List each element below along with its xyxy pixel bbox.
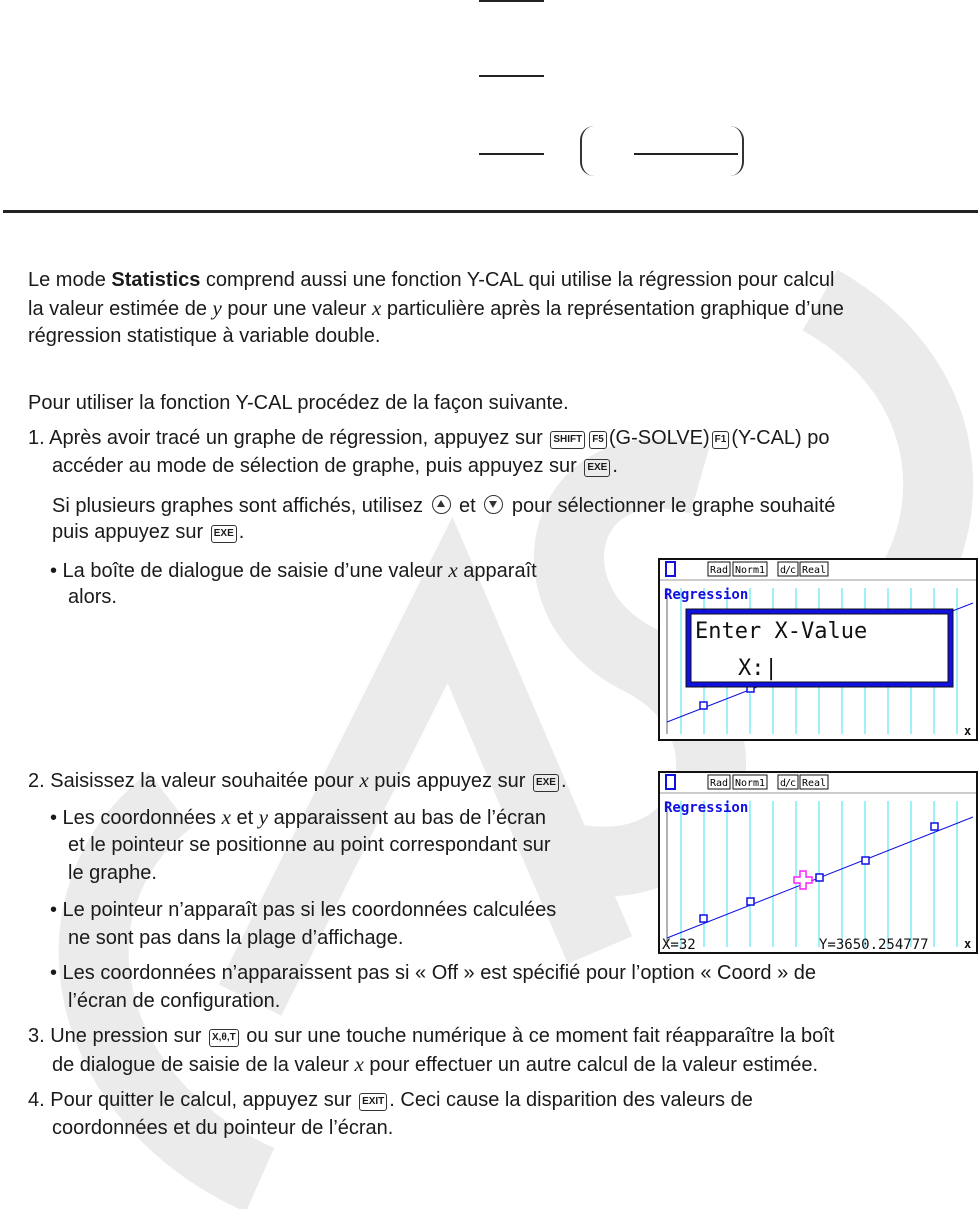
x-input[interactable]: X:| xyxy=(738,656,778,681)
paragraph-line: régression statistique à variable double. xyxy=(28,325,381,347)
step-2-bullet: • Le pointeur n’apparaît pas si les coordonnées calculées xyxy=(50,899,557,921)
exe-key-icon: EXE xyxy=(211,525,237,543)
calculator-screen-result xyxy=(658,771,978,954)
step-1-bullet: • La boîte de dialogue de saisie d’une valeur x apparaît xyxy=(50,558,537,582)
up-arrow-key-icon xyxy=(432,495,451,514)
svg-text:Enter X-Value: Enter X-Value xyxy=(695,619,868,644)
status-indicator: Norm1 xyxy=(735,778,765,789)
data-point xyxy=(747,898,754,905)
exit-key-icon: EXIT xyxy=(359,1093,387,1111)
step-4: 4. Pour quitter le calcul, appuyez sur EXIT . Ceci cause la disparition des valeurs de xyxy=(28,1089,753,1111)
battery-icon xyxy=(666,775,675,789)
status-indicator: d/c xyxy=(780,565,796,576)
data-point xyxy=(700,915,707,922)
y-readout: Y=3650.254777 xyxy=(819,937,929,953)
status-indicator: Norm1 xyxy=(735,565,765,576)
calculator-screen-enter-x xyxy=(658,558,978,741)
step-1-note-line2: puis appuyez sur EXE . xyxy=(52,521,245,543)
graph-title: Regression xyxy=(664,800,749,816)
fraction-bar xyxy=(634,153,738,155)
data-point xyxy=(931,823,938,830)
status-indicator: Rad xyxy=(710,565,728,576)
left-paren xyxy=(580,126,596,176)
status-indicator: Real xyxy=(802,778,826,789)
intro-text: Pour utiliser la fonction Y-CAL procédez de la façon suivante. xyxy=(28,392,569,414)
x-readout: X=32 xyxy=(662,937,696,953)
f5-key-icon: F5 xyxy=(589,431,607,449)
exe-key-icon: EXE xyxy=(533,774,559,792)
step-3-line2: de dialogue de saisie de la valeur x pour effectuer un autre calcul de la valeur estimée. xyxy=(52,1052,819,1076)
status-indicator: Rad xyxy=(710,778,728,789)
data-point xyxy=(862,857,869,864)
fraction-bar xyxy=(479,153,544,155)
step-2-bullet-line: l’écran de configuration. xyxy=(68,990,281,1012)
section-divider xyxy=(3,210,978,213)
enter-x-dialog xyxy=(686,609,953,687)
step-1-note: Si plusieurs graphes sont affichés, utilisez et pour sélectionner le graphe souhaité xyxy=(52,495,836,517)
step-3: 3. Une pression sur X,θ,T ou sur une touche numérique à ce moment fait réapparaître la boît xyxy=(28,1025,835,1047)
fraction-bar xyxy=(479,0,544,2)
data-point xyxy=(816,874,823,881)
f1-key-icon: F1 xyxy=(712,431,730,449)
step-2-bullet-line: ne sont pas dans la plage d’affichage. xyxy=(68,927,404,949)
step-2: 2. Saisissez la valeur souhaitée pour x puis appuyez sur EXE . xyxy=(28,768,567,792)
exe-key-icon: EXE xyxy=(584,459,610,477)
shift-key-icon: SHIFT xyxy=(550,431,585,449)
down-arrow-key-icon xyxy=(484,495,503,514)
svg-text:x: x xyxy=(964,937,972,951)
step-2-bullet-line: et le pointeur se positionne au point correspondant sur xyxy=(68,834,551,856)
data-point xyxy=(700,702,707,709)
status-indicator: Real xyxy=(802,565,826,576)
step-1-line2: accéder au mode de sélection de graphe, puis appuyez sur EXE . xyxy=(52,455,618,477)
step-2-bullet-line: le graphe. xyxy=(68,862,157,884)
xthetat-key-icon: X,θ,T xyxy=(209,1029,239,1047)
status-indicator: d/c xyxy=(780,778,796,789)
step-1-bullet-line2: alors. xyxy=(68,586,117,608)
step-2-bullet: • Les coordonnées n’apparaissent pas si « Off » est spécifié pour l’option « Coord » de xyxy=(50,962,816,984)
fraction-bar xyxy=(479,75,544,77)
step-2-bullet: • Les coordonnées x et y apparaissent au bas de l’écran xyxy=(50,805,546,829)
paragraph-line: la valeur estimée de y pour une valeur x particulière après la représentation graphique d’une xyxy=(28,296,844,320)
battery-icon xyxy=(666,562,675,576)
graph-title: Regression xyxy=(664,587,749,603)
right-paren xyxy=(728,126,744,176)
paragraph-line: Le mode Statistics comprend aussi une fonction Y-CAL qui utilise la régression pour calcul xyxy=(28,269,835,291)
step-1: 1. Après avoir tracé un graphe de régression, appuyez sur SHIFT F5 (G-SOLVE) F1 (Y-CAL) po xyxy=(28,427,830,449)
step-4-line2: coordonnées et du pointeur de l’écran. xyxy=(52,1117,394,1139)
svg-text:x: x xyxy=(964,724,972,738)
